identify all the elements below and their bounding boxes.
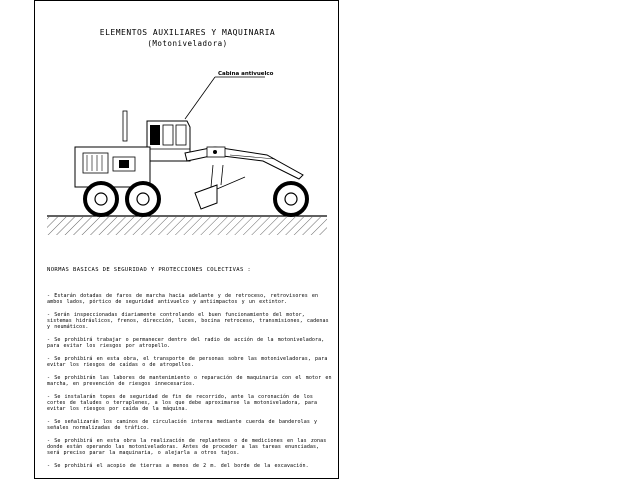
- page-title: ELEMENTOS AUXILIARES Y MAQUINARIA: [99, 28, 276, 37]
- motor-grader-drawing: [35, 61, 340, 241]
- note-item: - Se prohibirá en esta obra, el transporte de personas sobre las motoniveladoras, para evitar los riesgos de caídas o de atropellos.: [47, 356, 328, 368]
- callout-leader: [185, 77, 215, 119]
- front-wheel: [275, 183, 307, 215]
- note-item: - Estarán dotadas de faros de marcha hacia adelante y de retroceso, retrovisores en ambos lados, pórtico de seguridad antivuelco y antiimpactos y un extintor.: [47, 293, 319, 305]
- note-item: - Se prohibirá el acopio de tierras a menos de 2 m. del borde de la excavación.: [47, 463, 309, 469]
- safety-notes-list: [47, 293, 332, 476]
- grader-blade: [195, 165, 245, 209]
- rear-wheel-1: [85, 183, 117, 215]
- page-subtitle: (Motoniveladora): [147, 39, 228, 48]
- note-item: - Serán inspeccionadas diariamente controlando el buen funcionamiento del motor, sistemas hidráulicos, frenos, dirección, luces, bocina retroceso, transmisiones, cadenas y neumáticos.: [47, 312, 329, 330]
- exhaust-stack: [123, 111, 127, 141]
- engine-housing: [75, 147, 150, 187]
- drawing-sheet: [34, 0, 339, 479]
- ground-hatch: [47, 217, 327, 235]
- note-item: - Se instalarán topes de seguridad de fin de recorrido, ante la coronación de los cortes de taludes o terraplenes, a los que debe aproximarse la motoniveladora, para evitar los riesgos por caída de la máquina.: [47, 394, 318, 412]
- main-frame: [185, 147, 303, 179]
- note-item: - Se prohibirán las labores de mantenimiento o reparación de maquinaria con el motor en marcha, en prevención de riesgos innecesarios.: [47, 375, 332, 387]
- cab: [147, 121, 190, 161]
- rear-wheel-2: [127, 183, 159, 215]
- section-heading: NORMAS BASICAS DE SEGURIDAD Y PROTECCIONES COLECTIVAS :: [47, 267, 252, 273]
- note-item: - Se señalizarán los caminos de circulación interna mediante cuerda de banderolas y señales normalizadas de tráfico.: [47, 419, 318, 431]
- note-item: - Se prohibirá trabajar o permanecer dentro del radio de acción de la motoniveladora, para evitar los riesgos por atropello.: [47, 337, 325, 349]
- callout-label: Cabina antivuelco: [218, 71, 274, 77]
- note-item: - Se prohibirá en esta obra la realización de replanteos o de mediciones en las zonas donde están operando las motoniveladoras. Antes de proceder a las tareas enunciadas, será preciso parar la maquinaria, o alejarla a otros tajos.: [47, 438, 327, 456]
